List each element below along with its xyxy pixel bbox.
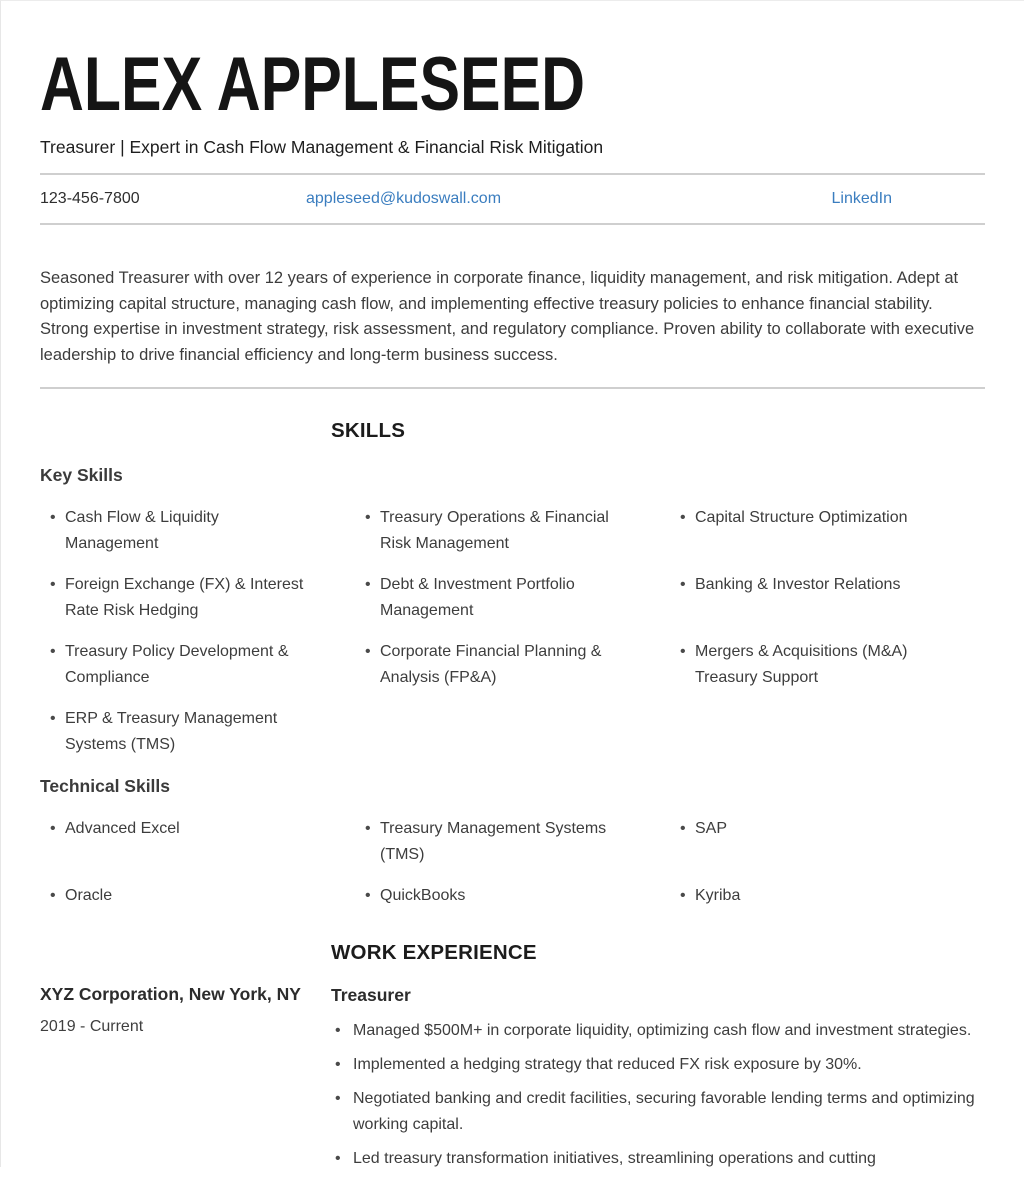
resume-page (1, 42, 1024, 1180)
candidate-tagline: Treasurer | Expert in Cash Flow Management & Financial Risk Mitigation (40, 137, 604, 157)
resume-header (40, 42, 985, 159)
email-link[interactable]: appleseed@kudoswall.com (306, 190, 502, 207)
experience-entry-meta (40, 983, 331, 1180)
technical-skills-list (40, 816, 985, 909)
skill-item: • Mergers & Acquisitions (M&A) Treasury Support (670, 639, 945, 691)
employment-dates: 2019 - Current (40, 1018, 144, 1035)
work-experience-heading: WORK EXPERIENCE (331, 941, 537, 964)
skill-item: • Treasury Policy Development & Compliance (40, 639, 315, 691)
key-skills-subheading: Key Skills (40, 465, 123, 485)
phone-number: 123-456-7800 (40, 190, 140, 207)
key-skills-list (40, 505, 985, 758)
work-experience-section (40, 939, 985, 1180)
skill-item: • ERP & Treasury Management Systems (TMS) (40, 706, 315, 758)
skills-section (40, 417, 985, 909)
skill-item: • SAP (670, 816, 945, 868)
job-bullet: • Negotiated banking and credit facilities, securing favorable lending terms and optimizing working capital. (331, 1086, 985, 1138)
linkedin-link[interactable]: LinkedIn (831, 190, 892, 207)
skill-item: • Banking & Investor Relations (670, 572, 945, 624)
skills-heading: SKILLS (331, 419, 406, 442)
skill-item: • Treasury Operations & Financial Risk Management (355, 505, 630, 557)
skill-item: • Oracle (40, 883, 315, 909)
skill-item: • Corporate Financial Planning & Analysis (FP&A) (355, 639, 630, 691)
divider-contact-bottom (40, 223, 985, 225)
experience-entry (40, 983, 985, 1180)
job-bullets-list (331, 1018, 985, 1172)
skill-item: • Capital Structure Optimization (670, 505, 945, 557)
summary-paragraph: Seasoned Treasurer with over 12 years of experience in corporate finance, liquidity management, and risk mitigation. Adept at optimizing capital structure, managing cash flow, and implementing effective treasury policies to enhance financial stability. Strong expertise in investment strategy, risk assessment, and regulatory compliance. Proven ability to collaborate with executive leadership to drive financial efficiency and long-term business success. (40, 269, 975, 364)
skill-item: • Cash Flow & Liquidity Management (40, 505, 315, 557)
company-name: XYZ Corporation, New York, NY (40, 984, 301, 1004)
job-bullet: • Managed $500M+ in corporate liquidity, optimizing cash flow and investment strategies. (331, 1018, 985, 1044)
skill-item: • QuickBooks (355, 883, 630, 909)
skill-item: • Kyriba (670, 883, 945, 909)
skill-item: • Foreign Exchange (FX) & Interest Rate Risk Hedging (40, 572, 315, 624)
skill-item: • Treasury Management Systems (TMS) (355, 816, 630, 868)
experience-entry-details (331, 983, 985, 1180)
candidate-name: ALEX APPLESEED (40, 42, 586, 127)
job-bullet: • Implemented a hedging strategy that reduced FX risk exposure by 30%. (331, 1052, 985, 1078)
job-title: Treasurer (331, 985, 411, 1005)
contact-bar (40, 175, 985, 223)
skill-item: • Advanced Excel (40, 816, 315, 868)
technical-skills-subheading: Technical Skills (40, 776, 171, 796)
job-bullet: • Led treasury transformation initiatives, streamlining operations and cutting (331, 1146, 985, 1172)
skill-item: • Debt & Investment Portfolio Management (355, 572, 630, 624)
divider-summary-bottom (40, 387, 985, 389)
